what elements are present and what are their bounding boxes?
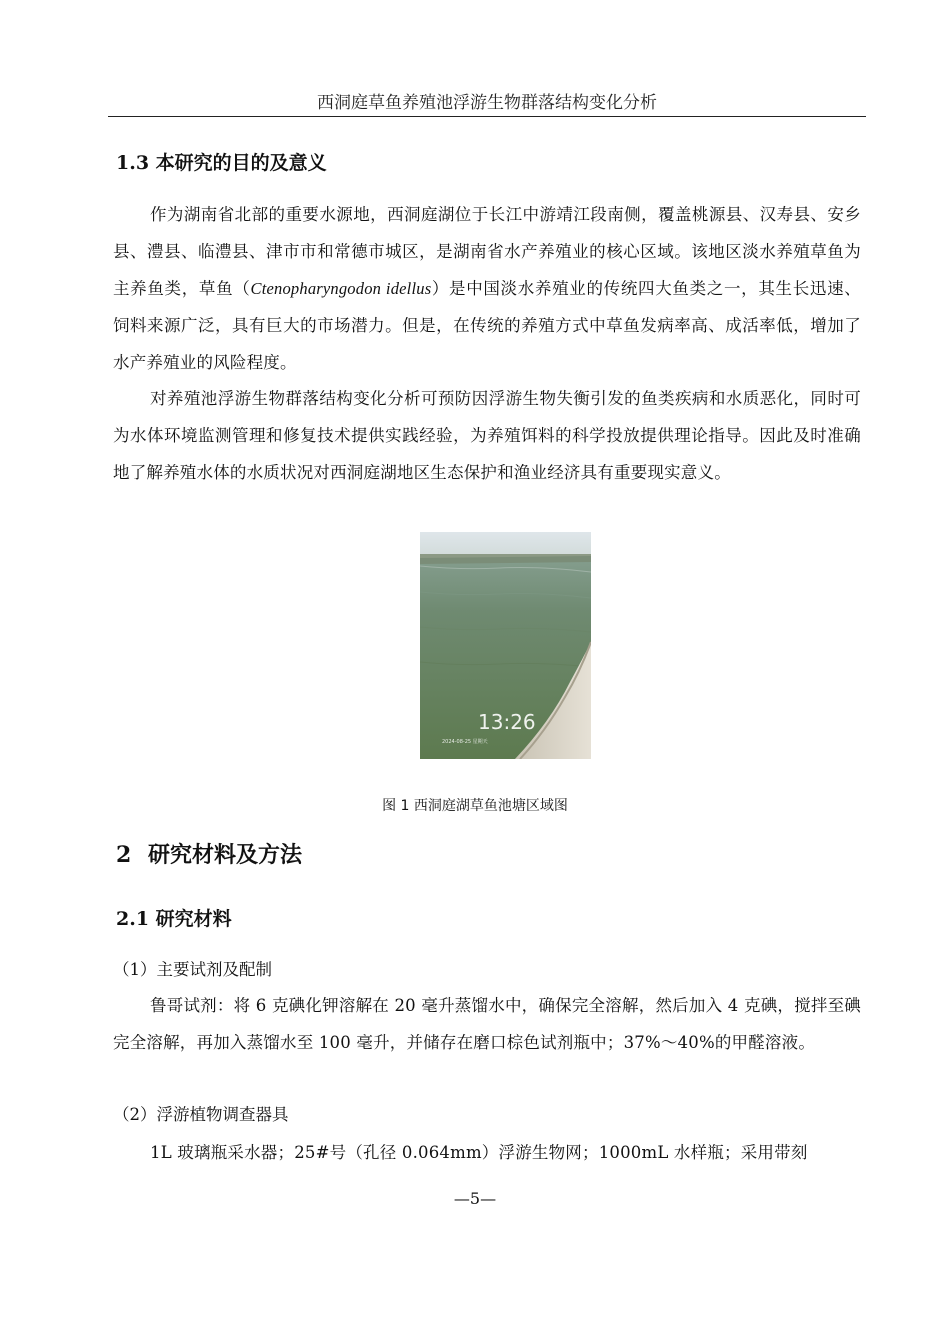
section-heading-1-3: 1.3 本研究的目的及意义	[116, 152, 327, 174]
pond-photo-image	[420, 532, 591, 759]
paragraph-2: 对养殖池浮游生物群落结构变化分析可预防因浮游生物失衡引发的鱼类疾病和水质恶化，同时可为水体环境监测管理和修复技术提供实践经验，为养殖饵料的科学投放提供理论指导。因此及时准确地了解养殖水体的水质状况对西洞庭湖地区生态保护和渔业经济具有重要现实意义。	[113, 389, 861, 482]
section-number: 2	[116, 842, 132, 868]
paragraph-1-text-b: ）是中国淡水养殖业的传统四大鱼类之一，其生长迅速、饲料来源广泛，具有巨大的市场潜力。但是，在传统的养殖方式中草鱼发病率高、成活率低，增加了水产养殖业的风险程度。	[113, 279, 861, 372]
figure-caption: 图 1 西洞庭湖草鱼池塘区域图	[382, 798, 568, 814]
species-name: Ctenopharyngodon idellus	[250, 279, 432, 298]
page-number: —5—	[453, 1189, 497, 1208]
section-heading-2-1: 2.1 研究材料	[116, 908, 232, 930]
item-1-label: （1）主要试剂及配制	[113, 960, 272, 979]
paragraph-equipment: 1L 玻璃瓶采水器；25#号（孔径 0.064mm）浮游生物网；1000mL 水样瓶；采用带刻	[150, 1143, 808, 1162]
paragraph-1-text-a: 作为湖南省北部的重要水源地，西洞庭湖位于长江中游靖江段南侧，覆盖桃源县、汉寿县、安乡县、澧县、临澧县、津市市和常德市城区，是湖南省水产养殖业的核心区域。该地区淡水养殖草鱼为主养鱼类，草鱼（	[113, 205, 861, 298]
pond-photo	[420, 532, 591, 759]
paragraph-reagents: 鲁哥试剂：将 6 克碘化钾溶解在 20 毫升蒸馏水中，确保完全溶解，然后加入 4 克碘，搅拌至碘完全溶解，再加入蒸馏水至 100 毫升，并储存在磨口棕色试剂瓶中；37%～40%的甲醛溶液。	[113, 996, 861, 1052]
section-heading-2	[116, 841, 302, 869]
running-header: 西洞庭草鱼养殖池浮游生物群落结构变化分析	[108, 92, 866, 117]
photo-date: 2024-08-25 星期天	[442, 739, 488, 745]
section-title: 研究材料及方法	[148, 842, 303, 868]
paragraph-1	[113, 196, 861, 381]
item-2-label: （2）浮游植物调查器具	[113, 1105, 289, 1124]
photo-time: 13:26	[478, 710, 536, 734]
